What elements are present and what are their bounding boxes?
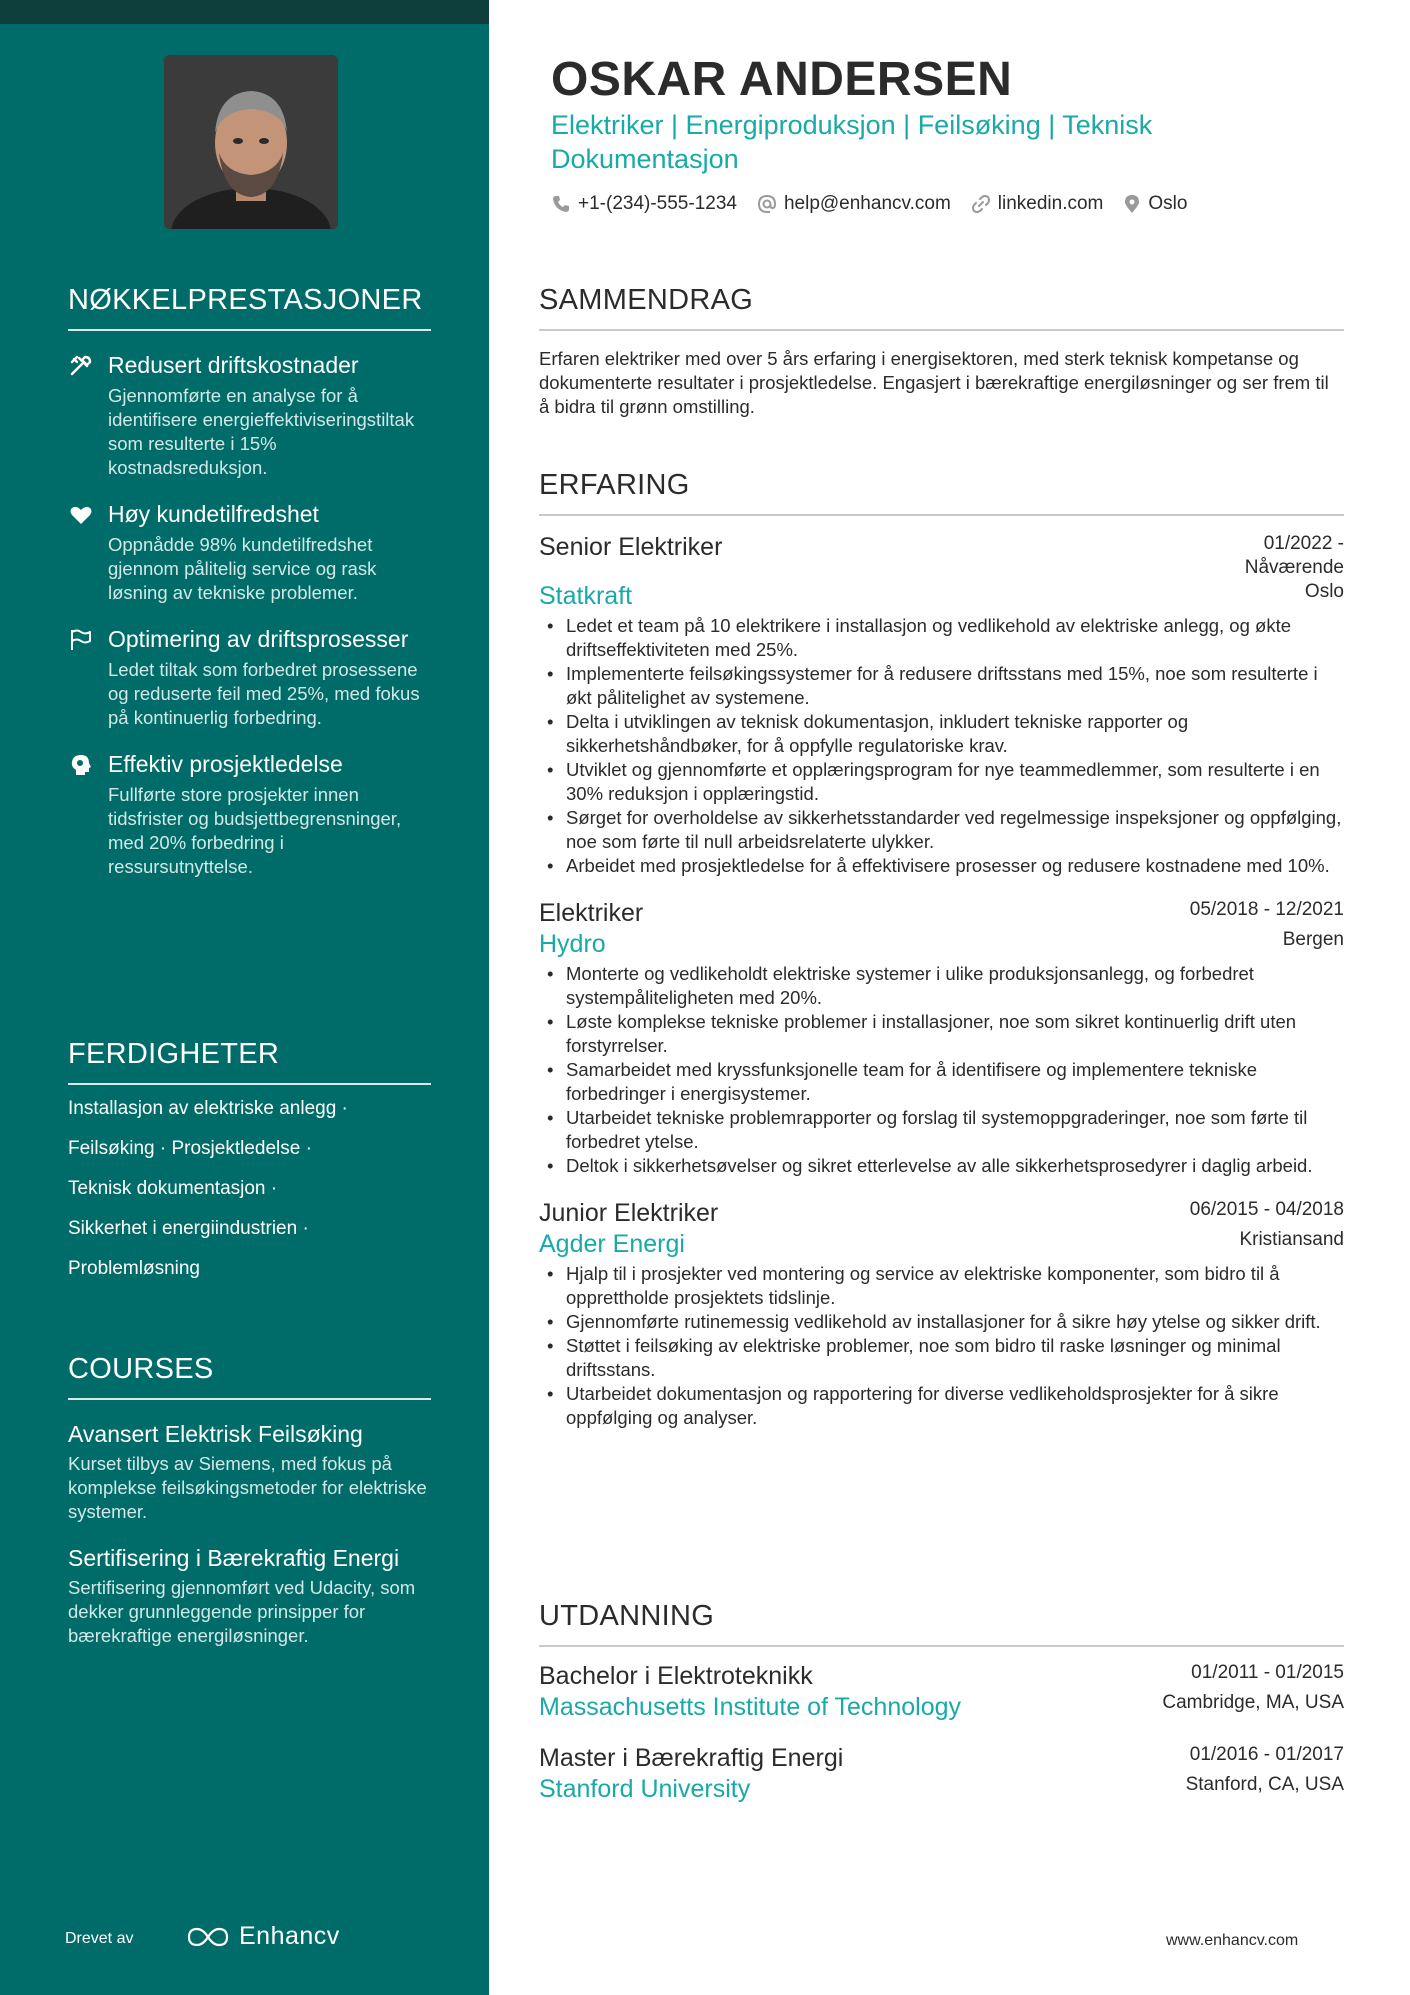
achievements-title: NØKKELPRESTASJONER — [68, 284, 431, 331]
location-pin-icon — [1123, 194, 1141, 214]
course-item — [68, 1544, 431, 1648]
job-entry — [539, 532, 1344, 878]
education-date: 01/2016 - 01/2017 — [1189, 1744, 1344, 1765]
contact-text: help@enhancv.com — [783, 193, 951, 214]
job-location: Kristiansand — [1239, 1229, 1344, 1250]
course-description: Kurset tilbys av Siemens, med fokus på komplekse feilsøkingsmetoder for elektriske systemer. — [68, 1453, 427, 1522]
achievement-item — [68, 351, 431, 480]
skills-title: FERDIGHETER — [68, 1038, 431, 1085]
bullet-item: • Utarbeidet tekniske problemrapporter og forslag til systemoppgraderinger, noe som førte til forbedret ytelse. — [539, 1106, 1344, 1154]
job-entry — [539, 1198, 1344, 1430]
achievement-title: Effektiv prosjektledelse — [108, 751, 343, 777]
powered-by-label: Drevet av — [65, 1930, 134, 1947]
skill-line: Sikkerhet i energiindustrien · — [68, 1218, 309, 1239]
bullet-item: • Delta i utviklingen av teknisk dokumentasjon, inkludert tekniske rapporter og sikkerhetshåndbøker, for å oppfylle regulatoriske krav. — [539, 710, 1344, 758]
job-entry — [539, 898, 1344, 1178]
skill-line: Installasjon av elektriske anlegg · — [68, 1098, 348, 1119]
contact-location — [1123, 193, 1187, 215]
company-name: Agder Energi — [539, 1230, 685, 1258]
summary-text: Erfaren elektriker med over 5 års erfaring i energisektoren, med sterk teknisk kompetanse og dokumenterte resultater i prosjektledelse. Engasjert i bærekraftige energiløsninger og ser frem til å bidra til grønn omstilling. — [539, 348, 1329, 417]
education-location: Stanford, CA, USA — [1185, 1774, 1344, 1795]
bullet-item: • Ledet et team på 10 elektrikere i installasjon og vedlikehold av elektriske anlegg, og økte driftseffektiviteten med 25%. — [539, 614, 1344, 662]
job-title: Senior Elektriker — [539, 533, 723, 561]
bullet-item: • Implementerte feilsøkingssystemer for å redusere driftsstans med 15%, noe som resulterte i økt pålitelighet av systemene. — [539, 662, 1344, 710]
courses-section — [68, 1353, 431, 1648]
education-location: Cambridge, MA, USA — [1162, 1692, 1344, 1713]
achievements-section — [68, 284, 431, 879]
skill-line: Teknisk dokumentasjon · — [68, 1178, 278, 1199]
course-title: Sertifisering i Bærekraftig Energi — [68, 1545, 400, 1571]
contact-text: linkedin.com — [997, 193, 1104, 214]
job-bullets — [539, 962, 1344, 1178]
achievement-description: Ledet tiltak som forbedret prosessene og reduserte feil med 25%, med fokus på kontinuerlig forbedring. — [108, 659, 420, 728]
course-item — [68, 1420, 431, 1524]
job-date: 05/2018 - 12/2021 — [1189, 899, 1344, 920]
achievement-title: Redusert driftskostnader — [108, 352, 359, 378]
skill-line: Feilsøking · Prosjektledelse · — [68, 1138, 312, 1159]
school-name: Massachusetts Institute of Technology — [539, 1693, 961, 1721]
skills-section — [68, 1038, 431, 1297]
enhancv-logo[interactable] — [185, 1922, 340, 1951]
achievement-description: Gjennomførte en analyse for å identifisere energieffektiviseringstiltak som resulterte i 15% kostnadsreduksjon. — [108, 385, 415, 478]
education-entry — [539, 1743, 1344, 1805]
bullet-item: • Samarbeidet med kryssfunksjonelle team for å identifisere og implementere tekniske forbedringer i energisystemer. — [539, 1058, 1344, 1106]
bullet-item: • Arbeidet med prosjektledelse for å effektivisere prosesser og redusere kostnadene med 10%. — [539, 854, 1344, 878]
phone-icon — [551, 194, 571, 214]
bullet-item: • Hjalp til i prosjekter ved montering og service av elektriske komponenter, som bidro til å opprettholde prosjektets tidslinje. — [539, 1262, 1344, 1310]
at-icon — [757, 194, 777, 214]
contact-text: +1-(234)-555-1234 — [578, 193, 737, 214]
skill-line: Problemløsning — [68, 1258, 200, 1279]
bullet-item: • Utarbeidet dokumentasjon og rapportering for diverse vedlikeholdsprosjekter for å sikre oppfølging og analyser. — [539, 1382, 1344, 1430]
job-location: Bergen — [1282, 929, 1344, 950]
bullet-item: • Støttet i feilsøking av elektriske problemer, noe som bidro til raske løsninger og minimal driftsstans. — [539, 1334, 1344, 1382]
achievement-item — [68, 750, 431, 879]
flag-icon — [68, 627, 94, 653]
achievement-title: Høy kundetilfredshet — [108, 501, 319, 527]
contact-email[interactable] — [757, 193, 951, 215]
sidebar-top-bar — [0, 0, 489, 24]
bullet-item: • Løste komplekse tekniske problemer i installasjoner, noe som sikret kontinuerlig drift uten forstyrrelser. — [539, 1010, 1344, 1058]
enhancv-logo-icon — [185, 1925, 231, 1949]
company-name: Hydro — [539, 930, 606, 958]
candidate-name: OSKAR ANDERSEN — [551, 53, 1013, 106]
achievement-title: Optimering av driftsprosesser — [108, 626, 409, 652]
contact-phone[interactable] — [551, 193, 737, 215]
bullet-item: • Deltok i sikkerhetsøvelser og sikret etterlevelse av alle sikkerhetsprosedyrer i daglig arbeid. — [539, 1154, 1344, 1178]
bullet-item: • Sørget for overholdelse av sikkerhetsstandarder ved regelmessige inspeksjoner og oppfølging, noe som førte til null arbeidsrelaterte ulykker. — [539, 806, 1344, 854]
summary-section — [539, 284, 1344, 419]
education-title: UTDANNING — [539, 1600, 1344, 1647]
contact-bar — [551, 193, 1207, 215]
job-title: Junior Elektriker — [539, 1199, 719, 1227]
school-name: Stanford University — [539, 1775, 751, 1803]
degree: Master i Bærekraftig Energi — [539, 1744, 844, 1772]
company-name: Statkraft — [539, 582, 633, 610]
job-date: 06/2015 - 04/2018 — [1189, 1199, 1344, 1220]
tools-icon — [68, 353, 94, 379]
achievement-description: Oppnådde 98% kundetilfredshet gjennom pålitelig service og rask løsning av tekniske problemer. — [108, 534, 377, 603]
sidebar — [0, 0, 489, 1995]
course-title: Avansert Elektrisk Feilsøking — [68, 1421, 363, 1447]
avatar — [164, 55, 338, 229]
bullet-item: • Gjennomførte rutinemessig vedlikehold av installasjoner for å sikre høy ytelse og sikker drift. — [539, 1310, 1344, 1334]
education-entry — [539, 1661, 1344, 1723]
job-location: Oslo — [1304, 581, 1344, 602]
job-bullets — [539, 1262, 1344, 1430]
courses-title: COURSES — [68, 1353, 431, 1400]
education-section — [539, 1600, 1344, 1805]
contact-text: Oslo — [1148, 193, 1188, 214]
bullet-item: • Utviklet og gjennomførte et opplæringsprogram for nye teammedlemmer, som resulterte i en 30% reduksjon i opplæringstid. — [539, 758, 1344, 806]
footer-url[interactable]: www.enhancv.com — [1166, 1932, 1299, 1949]
contact-linkedin[interactable] — [971, 193, 1104, 215]
job-title: Elektriker — [539, 899, 644, 927]
skills-list — [68, 1097, 431, 1281]
achievement-item — [68, 625, 431, 730]
avatar-portrait — [164, 55, 338, 229]
link-icon — [971, 194, 991, 214]
education-date: 01/2011 - 01/2015 — [1191, 1662, 1344, 1683]
degree: Bachelor i Elektroteknikk — [539, 1662, 813, 1690]
experience-title: ERFARING — [539, 469, 1344, 516]
brand-name: Enhancv — [239, 1922, 340, 1950]
achievement-description: Fullførte store prosjekter innen tidsfrister og budsjettbegrensninger, med 20% forbedring i ressursutnyttelse. — [108, 784, 402, 877]
course-description: Sertifisering gjennomført ved Udacity, som dekker grunnleggende prinsipper for bærekraftige energiløsninger. — [68, 1577, 416, 1646]
heart-icon — [68, 502, 94, 528]
job-bullets — [539, 614, 1344, 878]
headline: Elektriker | Energiproduksjon | Feilsøking | Teknisk Dokumentasjon — [551, 110, 1153, 174]
achievement-item — [68, 500, 431, 605]
head-gear-icon — [68, 752, 94, 778]
bullet-item: • Monterte og vedlikeholdt elektriske systemer i ulike produksjonsanlegg, og forbedret systempåliteligheten med 20%. — [539, 962, 1344, 1010]
summary-title: SAMMENDRAG — [539, 284, 1344, 331]
job-date: 01/2022 - Nåværende — [1244, 533, 1344, 578]
experience-section — [539, 469, 1344, 1430]
